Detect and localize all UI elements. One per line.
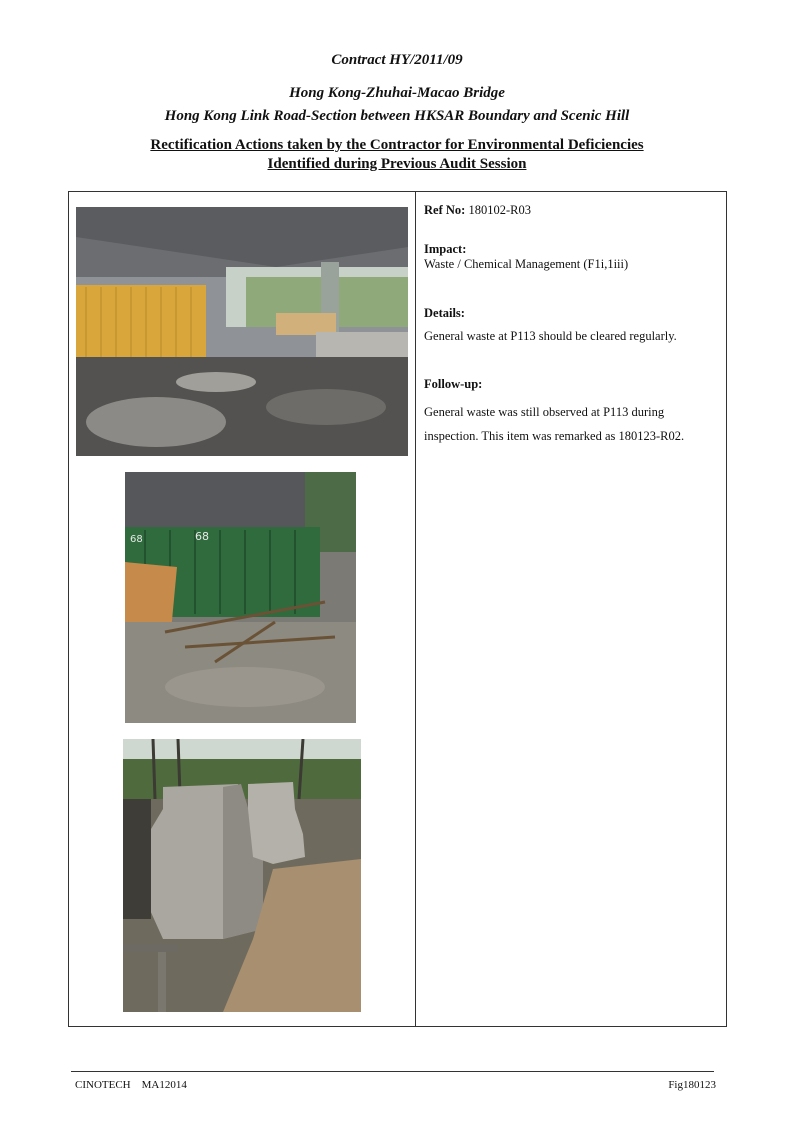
details-label: Details:	[424, 306, 465, 320]
section-heading-line1: Rectification Actions taken by the Contractor for Environmental Deficiencies	[150, 137, 644, 153]
impact-value: Waste / Chemical Management (F1i,1iii)	[424, 257, 629, 271]
followup-value: General waste was still observed at P113 during inspection. This item was remarked as 180123-R02.	[424, 405, 685, 443]
details-value: General waste at P113 should be cleared regularly.	[424, 329, 677, 343]
site-photo-2	[125, 472, 356, 723]
footer-rule	[71, 1071, 714, 1072]
followup-label: Follow-up:	[424, 377, 483, 391]
site-photo-1	[76, 207, 408, 456]
ref-no-label: Ref No:	[424, 203, 466, 217]
table-column-divider	[415, 191, 416, 1027]
contract-title: Contract HY/2011/09	[331, 52, 463, 68]
project-title-line1: Hong Kong-Zhuhai-Macao Bridge	[289, 85, 505, 101]
ref-no-row	[424, 203, 531, 218]
skip-number-text-2: 68	[130, 534, 143, 545]
footer-figure-ref: Fig180123	[668, 1079, 716, 1091]
site-photo-3	[123, 739, 361, 1012]
footer-left	[75, 1079, 187, 1091]
impact-label: Impact:	[424, 242, 467, 256]
section-heading-line2: Identified during Previous Audit Session	[267, 156, 527, 172]
ref-no-value: 180102-R03	[468, 203, 531, 217]
footer-company: CINOTECH	[75, 1079, 131, 1091]
skip-number-text: 68	[195, 530, 209, 543]
footer-doc-code: MA12014	[141, 1079, 187, 1091]
project-title-line2: Hong Kong Link Road-Section between HKSAR Boundary and Scenic Hill	[164, 108, 630, 124]
